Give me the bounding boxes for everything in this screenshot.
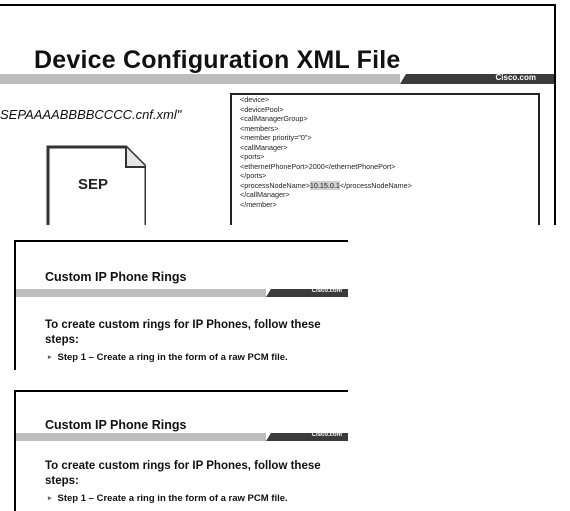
step-text: Step 1 – Create a ring in the form of a raw PCM file. bbox=[57, 493, 288, 504]
brand-label: Cisco.com bbox=[311, 432, 342, 438]
xml-line: <ports> bbox=[240, 152, 265, 161]
brand-label: Cisco.com bbox=[495, 73, 536, 82]
xml-line: </member> bbox=[240, 199, 277, 209]
xml-line: <callManagerGroup> bbox=[240, 114, 308, 123]
xml-line: </callManager> bbox=[240, 190, 290, 199]
xml-line: <callManager> bbox=[240, 142, 288, 152]
ip-address-highlight: 10.15.0.1 bbox=[309, 180, 340, 190]
xml-line: <device> bbox=[240, 95, 270, 104]
xml-line: <member priority="0"> bbox=[240, 133, 312, 142]
slide-title: Custom IP Phone Rings bbox=[45, 418, 187, 432]
slide-custom-rings-1 bbox=[14, 240, 348, 370]
xml-line: </ports> bbox=[240, 171, 267, 180]
slide-border-left bbox=[14, 390, 16, 511]
title-bar bbox=[0, 74, 554, 84]
xml-code-box bbox=[230, 93, 540, 225]
intro-text: To create custom rings for IP Phones, follow these steps: bbox=[45, 319, 321, 346]
title-bar-light bbox=[16, 433, 266, 441]
document-label: SEP bbox=[78, 176, 109, 193]
step-item bbox=[48, 493, 288, 504]
title-bar-light bbox=[0, 74, 400, 84]
xml-line: <processNodeName>10.15.0.1</processNodeName> bbox=[240, 180, 412, 190]
xml-line: <devicePool> bbox=[240, 104, 284, 114]
xml-line: <members> bbox=[240, 123, 279, 133]
slide-border-left bbox=[14, 240, 16, 370]
xml-line: <ethernetPhonePort>2000</ethernetPhonePort> bbox=[240, 161, 396, 171]
slide-border-top bbox=[14, 240, 348, 242]
title-bar-light bbox=[16, 289, 266, 297]
bullet-icon: ▸ bbox=[48, 495, 52, 502]
brand-label: Cisco.com bbox=[311, 288, 342, 294]
slide-border-right bbox=[554, 4, 556, 225]
title-bar bbox=[16, 289, 348, 297]
slide-device-configuration bbox=[0, 0, 570, 225]
step-item bbox=[48, 352, 288, 363]
slide-custom-rings-2 bbox=[14, 390, 348, 511]
config-filename: SEPAAAABBBBCCCC.cnf.xml" bbox=[0, 107, 182, 122]
slide-title: Custom IP Phone Rings bbox=[45, 270, 187, 284]
intro-text: To create custom rings for IP Phones, follow these steps: bbox=[45, 460, 321, 487]
slide-border-top bbox=[0, 4, 556, 6]
bullet-icon: ▸ bbox=[48, 354, 52, 361]
slide-title: Device Configuration XML File bbox=[34, 46, 401, 74]
slide-border-top bbox=[14, 390, 348, 392]
title-bar bbox=[16, 433, 348, 441]
step-text: Step 1 – Create a ring in the form of a raw PCM file. bbox=[57, 352, 288, 363]
